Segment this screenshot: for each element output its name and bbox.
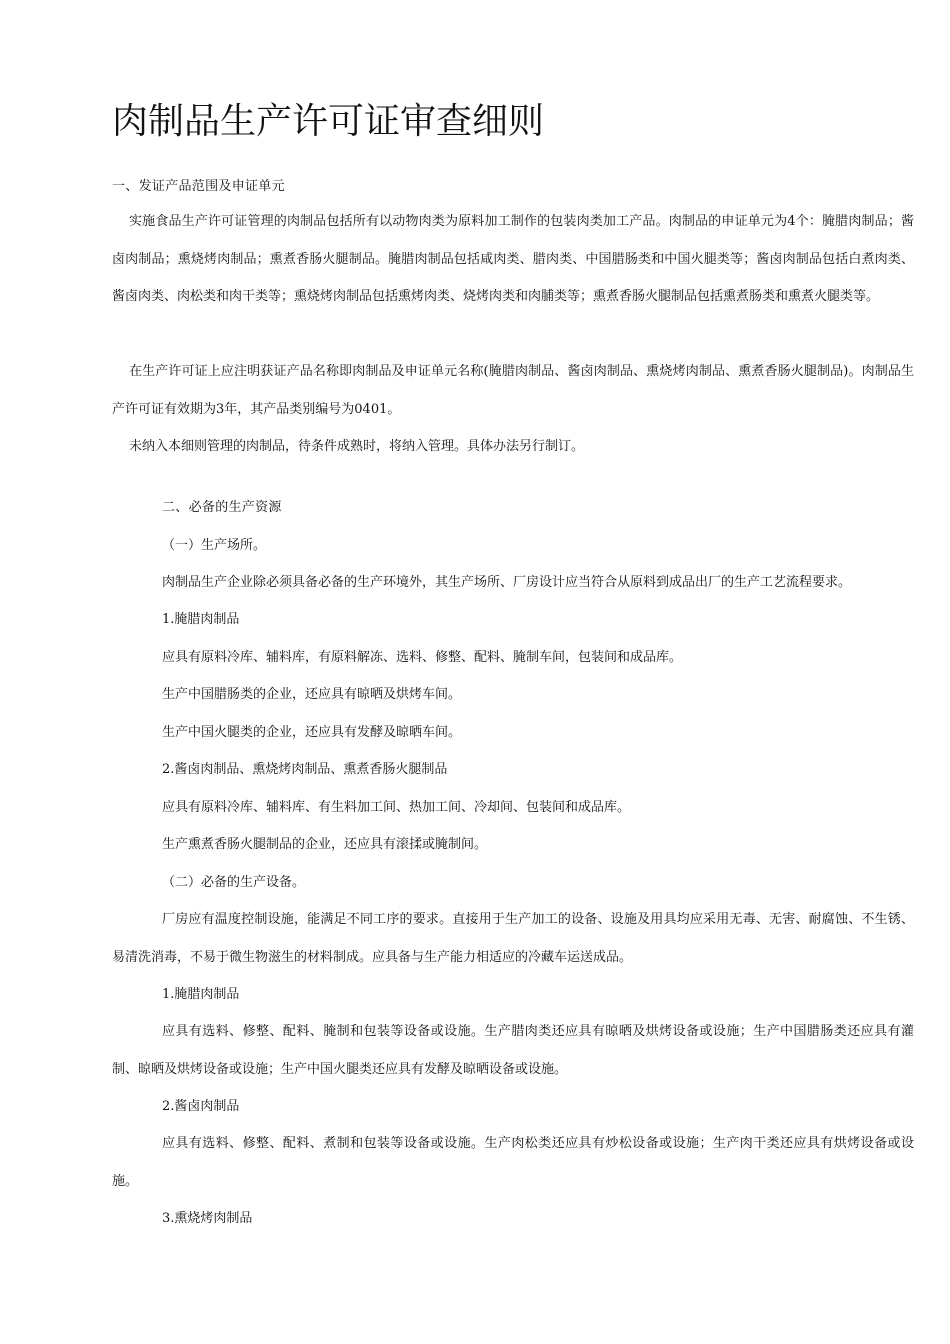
paragraph-equipment-braised: 应具有选料、修整、配料、煮制和包装等设备或设施。生产肉松类还应具有炒松设备或设施；生产肉干类还应具有烘烤设备或设施。 — [112, 1136, 914, 1189]
paragraph-production-site: 肉制品生产企业除必须具备必备的生产环境外，其生产场所、厂房设计应当符合从原料到成品出厂的生产工艺流程要求。 — [162, 575, 852, 590]
paragraph-equipment-cured: 应具有选料、修整、配料、腌制和包装等设备或设施。生产腊肉类还应具有晾晒及烘烤设备或设施；生产中国腊肠类还应具有灌制、晾晒及烘烤设备或设施；生产中国火腿类还应具有发酵及晾晒设备或设施。 — [112, 1024, 914, 1077]
section-1-heading: 一、发证产品范围及申证单元 — [112, 179, 285, 194]
paragraph-equipment: 厂房应有温度控制设施，能满足不同工序的要求。直接用于生产加工的设备、设施及用具均应采用无毒、无害、耐腐蚀、不生锈、易清洗消毒，不易于微生物滋生的材料制成。应具备与生产能力相适应的冷藏车运送成品。 — [112, 912, 914, 965]
page-title: 肉制品生产许可证审查细则 — [112, 101, 545, 142]
item-title-other-meat: 2.酱卤肉制品、熏烧烤肉制品、熏煮香肠火腿制品 — [162, 762, 448, 777]
paragraph-not-included: 未纳入本细则管理的肉制品，待条件成熟时，将纳入管理。具体办法另行制订。 — [129, 439, 585, 454]
item-line: 生产中国腊肠类的企业，还应具有晾晒及烘烤车间。 — [162, 687, 462, 702]
item-title-cured-meat: 1.腌腊肉制品 — [162, 612, 240, 627]
item-line: 应具有原料冷库、辅料库、有生料加工间、热加工间、冷却间、包装间和成品库。 — [162, 800, 631, 815]
section-2-heading: 二、必备的生产资源 — [162, 500, 282, 515]
paragraph-scope: 实施食品生产许可证管理的肉制品包括所有以动物肉类为原料加工制作的包装肉类加工产品。肉制品的申证单元为4个：腌腊肉制品；酱卤肉制品；熏烧烤肉制品；熏煮香肠火腿制品。腌腊肉制品包括咸肉类、腊肉类、中国腊肠类和中国火腿类等；酱卤肉制品包括白煮肉类、酱卤肉类、肉松类和肉干类等；熏烧烤肉制品包括熏烤肉类、烧烤肉类和肉脯类等；熏煮香肠火腿制品包括熏煮肠类和熏煮火腿类等。 — [112, 214, 914, 304]
paragraph-license-info: 在生产许可证上应注明获证产品名称即肉制品及申证单元名称(腌腊肉制品、酱卤肉制品、熏烧烤肉制品、熏煮香肠火腿制品)。肉制品生产许可证有效期为3年，其产品类别编号为0401。 — [112, 364, 914, 417]
item-line: 生产熏煮香肠火腿制品的企业，还应具有滚揉或腌制间。 — [162, 837, 488, 852]
item-line: 生产中国火腿类的企业，还应具有发酵及晾晒车间。 — [162, 725, 462, 740]
equipment-title-braised-meat: 2.酱卤肉制品 — [162, 1099, 240, 1114]
subsection-equipment: （二）必备的生产设备。 — [162, 875, 306, 890]
equipment-title-smoked-meat: 3.熏烧烤肉制品 — [162, 1211, 253, 1226]
equipment-title-cured-meat: 1.腌腊肉制品 — [162, 987, 240, 1002]
item-line: 应具有原料冷库、辅料库，有原料解冻、选料、修整、配料、腌制车间，包装间和成品库。 — [162, 650, 683, 665]
subsection-production-site: （一）生产场所。 — [162, 538, 267, 553]
